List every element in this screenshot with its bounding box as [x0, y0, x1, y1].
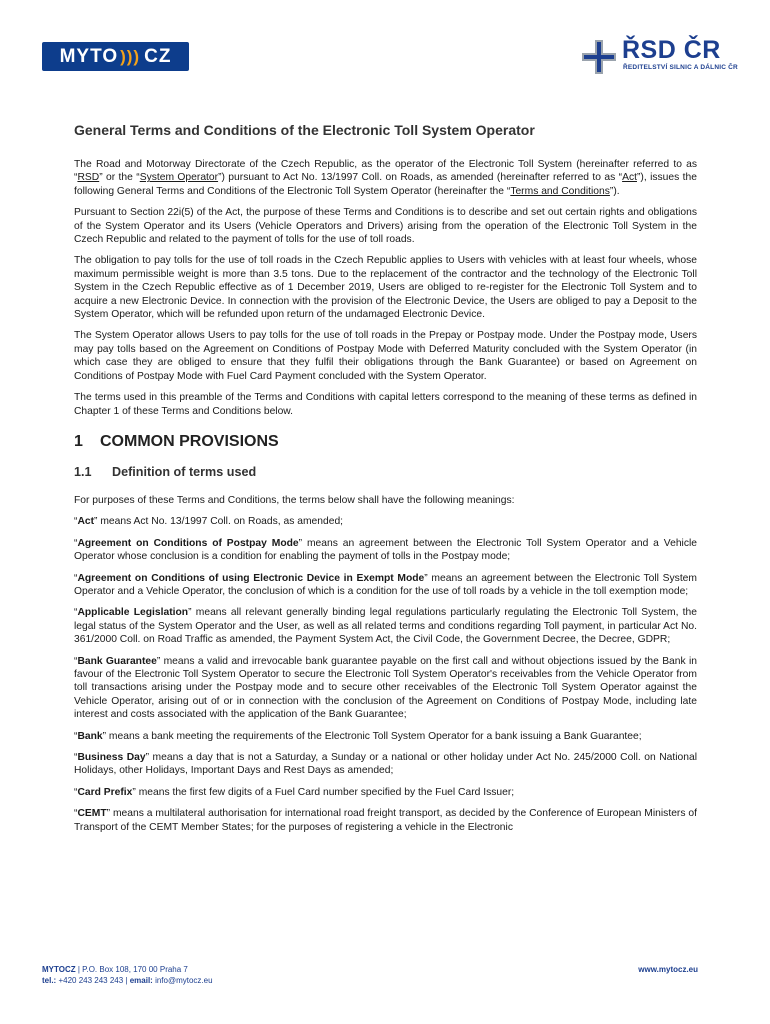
rsd-logo-subtitle: ŘEDITELSTVÍ SILNIC A DÁLNIC ČR	[623, 64, 738, 71]
rsd-emblem-icon	[580, 38, 618, 76]
intro-paragraph-5: The terms used in this preamble of the Terms and Conditions with capital letters correspond to the meaning of these terms as defined in Chapter 1 of these Terms and Conditions below.	[74, 392, 697, 417]
footer-address-line	[42, 964, 213, 975]
footer-tel-label: tel.:	[42, 976, 57, 985]
footer-email-label: email:	[129, 976, 153, 985]
definition-text: means a bank meeting the requirements of the Electronic Toll System Operator for a bank issuing a Bank Guarantee;	[106, 730, 642, 742]
definition-term: Agreement on Conditions of Postpay Mode	[77, 537, 299, 549]
section-heading	[74, 432, 697, 452]
definition-item: “Bank Guarantee” means a valid and irrevocable bank guarantee payable on the first call and without objections issued by the Bank in favour of the Electronic Toll System Operator to secure the Electronic Toll System Operator's receivables from the Vehicle Operator from toll transactions arising under the Postpay mode and to secure other receivables of the Electronic Toll System Operator against the Vehicle Operator, arising out of or in connection with the conclusion of the Agreement on Conditions of Postpay Mode, including late interest and costs associated with the application of the Bank Guarantee;	[74, 655, 697, 721]
definition-term: Bank	[77, 730, 103, 742]
footer-website-link[interactable]: www.mytocz.eu	[638, 965, 698, 974]
footer-brand: MYTOCZ	[42, 965, 76, 974]
intro-text: The Road and Motorway Directorate of the Czech Republic, as the operator of the Electronic Toll System (hereinafter referred to as “	[74, 159, 697, 184]
intro-text: ” or the “	[99, 172, 140, 184]
footer-contact-line	[42, 975, 213, 986]
definition-item: “Agreement on Conditions of using Electronic Device in Exempt Mode” means an agreement between the Electronic Toll System Operator and a Vehicle Operator, the conclusion of which is a condition for the use of toll roads by a vehicle in the toll exemption mode;	[74, 572, 697, 597]
intro-paragraph-4: The System Operator allows Users to pay tolls for the use of toll roads in the Prepay or Postpay mode. Under the Postpay mode, Users may pay tolls based on the Agreement on Conditions of Postpay Mode with Deferred Maturity concluded with the System Operator (in which case they are obliged to ensure that they fulfil their obligations through the Bank Guarantee) or based on Agreement on Conditions of Postpay Mode with Fuel Card Payment concluded with the System Operator.	[74, 330, 697, 382]
definition-text: means the first few digits of a Fuel Card number specified by the Fuel Card Issuer;	[135, 786, 515, 798]
intro-text: ”).	[609, 185, 620, 197]
definition-item: “Act” means Act No. 13/1997 Coll. on Roads, as amended;	[74, 516, 344, 528]
intro-paragraph-3: The obligation to pay tolls for the use of toll roads in the Czech Republic applies to Users with vehicles with at least four wheels, whose maximum permissible weight is more than 3.5 tons. Due to the replacement of the contractor and the technology of the Electronic Toll System in the Czech Republic effective as of 1 December 2019, Users are obliged to re-register for the Electronic Toll System and to acquire a new Electronic Device. In connection with the provision of the Electronic Device, the Users are obliged to pay a Deposit to the System Operator, which will be refunded upon return of the undamaged Electronic Device.	[74, 255, 697, 321]
definition-term: Applicable Legislation	[77, 607, 189, 619]
definition-item: “Business Day” means a day that is not a Saturday, a Sunday or a national or other holiday under Act No. 245/2000 Coll. on National Holidays, other Holidays, Important Days and Rest Days as amended;	[74, 752, 697, 777]
definition-term: CEMT	[77, 808, 107, 820]
rsd-logo-title: ŘSD ČR	[622, 36, 721, 64]
intro-paragraph-2: Pursuant to Section 22i(5) of the Act, the purpose of these Terms and Conditions is to describe and set out certain rights and obligations of the System Operator and its Users (Vehicle Operators and Drivers) arising from the operation of the Electronic Toll System in the Czech Republic and related to the payment of tolls for the use of toll roads.	[74, 207, 697, 246]
logo-cz-text: CZ	[144, 45, 172, 67]
document-body	[74, 120, 697, 842]
definition-item: “Card Prefix” means the first few digits of a Fuel Card number specified by the Fuel Card Issuer;	[74, 786, 515, 798]
footer-email: info@mytocz.eu	[152, 976, 213, 985]
mytocz-logo	[42, 42, 189, 71]
definition-text: means an agreement between the Electronic Toll System Operator and a Vehicle Operator whose conclusion is a condition for enabling the payment of tolls in the Postpay mode;	[74, 537, 697, 563]
logo-myto-text: MYTO	[59, 45, 119, 67]
act-term: Act	[622, 172, 637, 184]
footer-tel: +420 243 243 243 |	[56, 976, 130, 985]
definition-item: “CEMT” means a multilateral authorisation for international road freight transport, as decided by the Conference of European Ministers of Transport of the CEMT Member States; for the purposes of registering a vehicle in the Electronic	[74, 808, 697, 833]
definition-item: “Agreement on Conditions of Postpay Mode” means an agreement between the Electronic Toll System Operator and a Vehicle Operator whose conclusion is a condition for enabling the payment of tolls in the Postpay mode;	[74, 537, 697, 563]
intro-paragraph-1	[74, 158, 697, 198]
definition-term: Business Day	[77, 752, 146, 763]
footer-contact	[42, 964, 213, 986]
section-title: COMMON PROVISIONS	[100, 432, 279, 450]
definition-text: means a day that is not a Saturday, a Sunday or a national or other holiday under Act No. 245/2000 Coll. on National Holidays, other Holidays, Important Days and Rest Days as amended;	[74, 752, 697, 777]
definition-item: “Bank” means a bank meeting the requirements of the Electronic Toll System Operator for a bank issuing a Bank Guarantee;	[74, 730, 642, 742]
subsection-title: Definition of terms used	[112, 464, 257, 479]
definition-text: means a multilateral authorisation for international road freight transport, as decided by the Conference of European Ministers of Transport of the CEMT Member States; for the purposes of registering a vehicle in the Electronic	[74, 808, 697, 833]
signal-wave-icon: )))	[120, 46, 141, 66]
definition-item: “Applicable Legislation” means all relevant generally binding legal regulations particularly regulating the Electronic Toll System, the legal status of the System Operator and the User, as well as all related terms and conditions regarding Toll payment, in particular Act No. 361/2000 Coll. on Road Traffic as amended, the Payment System Act, the Civil Code, the Government Decree, the Decree, GDPR;	[74, 607, 697, 646]
definition-text: means all relevant generally binding legal regulations particularly regulating the Electronic Toll System, the legal status of the System Operator and the User, as well as all related terms and conditions regarding Toll payment, in particular Act No. 361/2000 Coll. on Road Traffic as amended, the Payment System Act, the Civil Code, the Government Decree, the Decree, GDPR;	[74, 607, 697, 646]
rsd-logo	[580, 36, 738, 80]
definition-text: means an agreement between the Electronic Toll System Operator and a Vehicle Operator, the conclusion of which is a condition for the use of toll roads by a vehicle in the toll exemption mode;	[74, 572, 697, 597]
definition-text: means a valid and irrevocable bank guarantee payable on the first call and without objections issued by the Bank in favour of the Electronic Toll System Operator to secure the Electronic Toll System Operator's receivables from the Vehicle Operator from toll transactions arising under the Postpay mode and to secure other receivables of the Electronic Toll System Operator against the Vehicle Operator, arising out of or in connection with the conclusion of the Agreement on Conditions of Postpay Mode, including late interest and costs associated with the application of the Bank Guarantee;	[74, 655, 697, 721]
system-operator-term: System Operator	[139, 172, 219, 184]
footer-address: | P.O. Box 108, 170 00 Praha 7	[75, 965, 188, 974]
definition-term: Card Prefix	[77, 786, 133, 798]
rsd-term: RSD	[77, 172, 100, 184]
definition-term: Bank Guarantee	[77, 655, 157, 667]
definition-text: means Act No. 13/1997 Coll. on Roads, as amended;	[97, 516, 344, 528]
terms-and-conditions-term: Terms and Conditions	[510, 185, 610, 197]
intro-text: ”), issues the following General Terms and Conditions of the Electronic Toll System Operator (hereinafter the “	[74, 172, 697, 197]
definitions-intro: For purposes of these Terms and Conditions, the terms below shall have the following meanings:	[74, 494, 515, 506]
section-number: 1	[74, 432, 83, 450]
definition-term: Act	[77, 516, 95, 528]
subsection-heading	[74, 464, 697, 480]
intro-text: ”) pursuant to Act No. 13/1997 Coll. on Roads, as amended (hereinafter referred to as “	[218, 172, 623, 184]
subsection-number: 1.1	[74, 464, 92, 479]
document-title: General Terms and Conditions of the Electronic Toll System Operator	[74, 122, 535, 138]
definition-term: Agreement on Conditions of using Electronic Device in Exempt Mode	[77, 572, 425, 584]
